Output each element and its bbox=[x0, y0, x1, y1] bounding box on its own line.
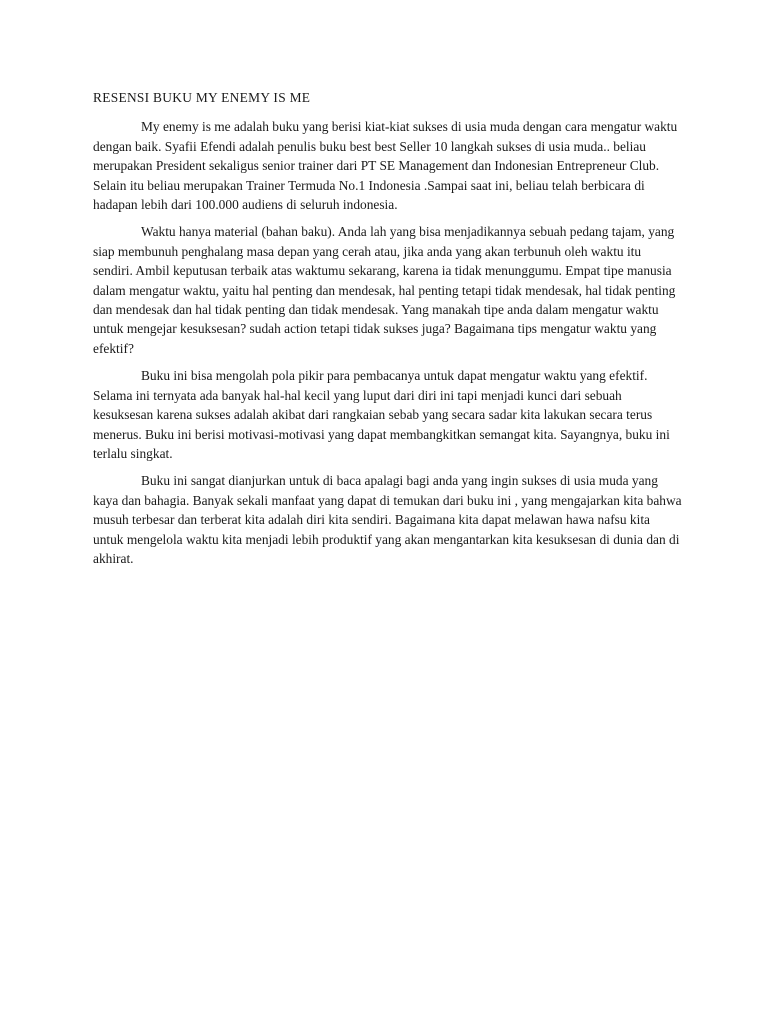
paragraph-4: Buku ini sangat dianjurkan untuk di baca apalagi bagi anda yang ingin sukses di usia muda yang kaya dan bahagia. Banyak sekali manfaat yang dapat di temukan dari buku ini , yang mengajarkan kita bahwa musuh terbesar dan terberat kita adalah diri kita sendiri. Bagaimana kita dapat melawan hawa nafsu kita untuk mengelola waktu kita menjadi lebih produktif yang akan mengantarkan kita kesuksesan di dunia dan di akhirat. bbox=[93, 473, 682, 566]
document-title: RESENSI BUKU MY ENEMY IS ME bbox=[93, 90, 311, 105]
document-body bbox=[93, 88, 683, 576]
paragraph-2: Waktu hanya material (bahan baku). Anda lah yang bisa menjadikannya sebuah pedang tajam, yang siap membunuh penghalang masa depan yang cerah atau, jika anda yang akan terbunuh oleh waktu itu sendiri. Ambil keputusan terbaik atas waktumu sekarang, karena ia tidak menunggumu. Empat tipe manusia dalam mengatur waktu, yaitu hal penting dan mendesak, hal penting tetapi tidak mendesak, hal tidak penting dan mendesak dan hal tidak penting dan tidak mendesak. Yang manakah tipe anda dalam mengatur waktu untuk mengejar kesuksesan? sudah action tetapi tidak sukses juga? Bagaimana tips mengatur waktu yang efektif? bbox=[93, 224, 676, 356]
paragraph-3: Buku ini bisa mengolah pola pikir para pembacanya untuk dapat mengatur waktu yang efektif. Selama ini ternyata ada banyak hal-hal kecil yang luput dari diri ini tapi menjadi kunci dari sebuah kesuksesan karena sukses adalah akibat dari rangkaian sebab yang secara sadar kita lakukan secara terus menerus. Buku ini berisi motivasi-motivasi yang dapat membangkitkan semangat kita. Sayangnya, buku ini terlalu singkat. bbox=[93, 368, 670, 461]
paragraph-1: My enemy is me adalah buku yang berisi kiat-kiat sukses di usia muda dengan cara mengatur waktu dengan baik. Syafii Efendi adalah penulis buku best best Seller 10 langkah sukses di usia muda.. beliau merupakan President sekaligus senior trainer dari PT SE Management dan Indonesian Entrepreneur Club. Selain itu beliau merupakan Trainer Termuda No.1 Indonesia .Sampai saat ini, beliau telah berbicara di hadapan lebih dari 100.000 audiens di seluruh indonesia. bbox=[93, 119, 678, 213]
